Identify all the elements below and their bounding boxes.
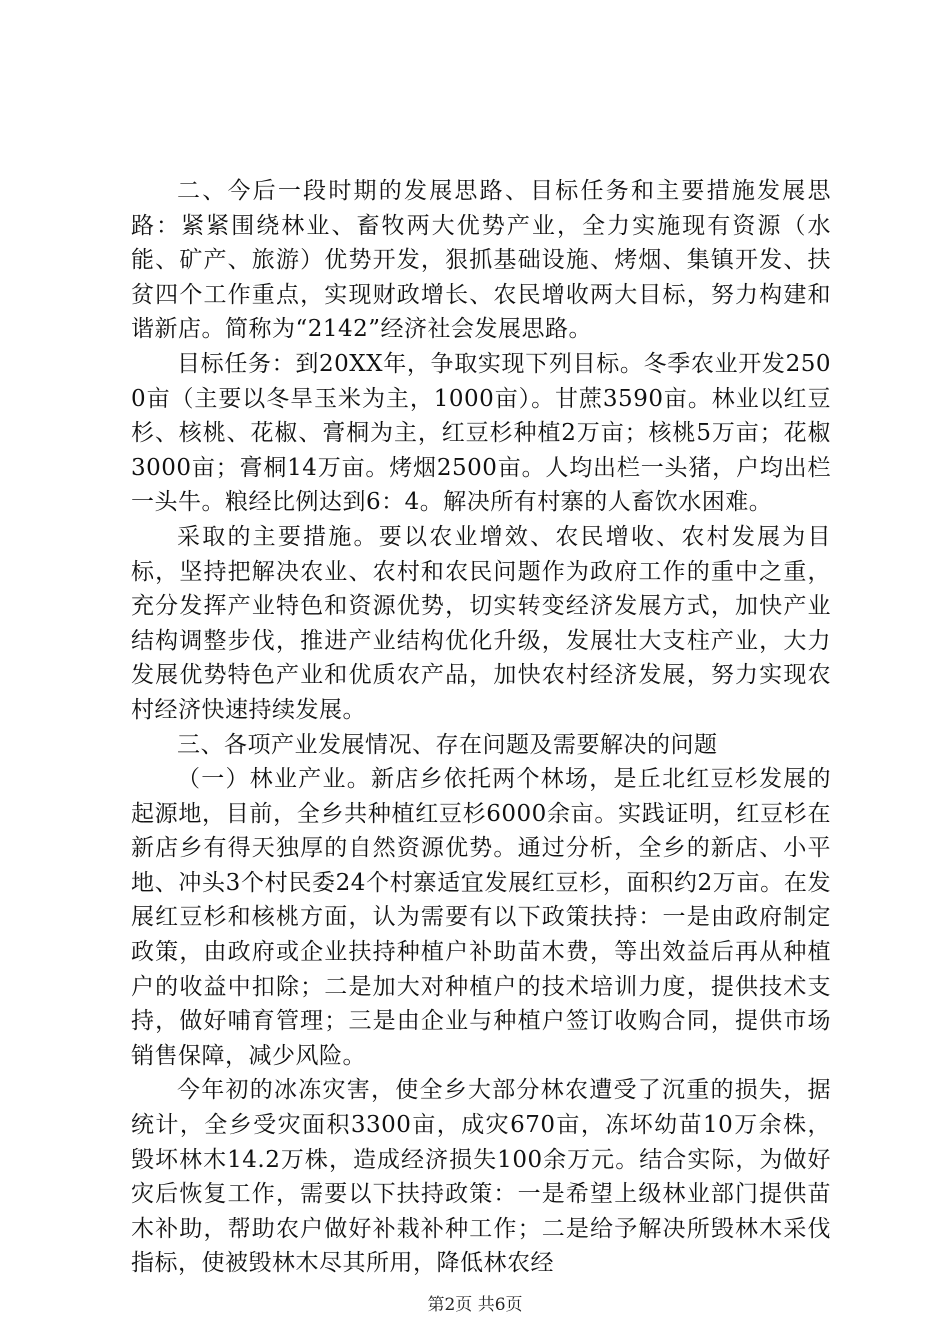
document-body <box>131 174 831 1281</box>
paragraph-forestry-industry: （一）林业产业。新店乡依托两个林场，是丘北红豆杉发展的起源地，目前，全乡共种植红豆杉6000余亩。实践证明，红豆杉在新店乡有得天独厚的自然资源优势。通过分析，全乡的新店、小平地、冲头3个村民委24个村寨适宜发展红豆杉，面积约2万亩。在发展红豆杉和核桃方面，认为需要有以下政策扶持：一是由政府制定政策，由政府或企业扶持种植户补助苗木费，等出效益后再从种植户的收益中扣除；二是加大对种植户的技术培训力度，提供技术支持，做好哺育管理；三是由企业与种植户签订收购合同，提供市场销售保障，减少风险。 <box>131 766 831 1069</box>
paragraph-development-ideas: 二、今后一段时期的发展思路、目标任务和主要措施发展思路：紧紧围绕林业、畜牧两大优势产业，全力实施现有资源（水能、矿产、旅游）优势开发，狠抓基础设施、烤烟、集镇开发、扶贫四个工作重点，实现财政增长、农民增收两大目标，努力构建和谐新店。简称为“2142”经济社会发展思路。 <box>131 178 831 343</box>
paragraph-freeze-disaster: 今年初的冰冻灾害，使全乡大部分林农遭受了沉重的损失，据统计，全乡受灾面积3300亩，成灾670亩，冻坏幼苗10万余株，毁坏林木14.2万株，造成经济损失100余万元。结合实际，为做好灾后恢复工作，需要以下扶持政策：一是希望上级林业部门提供苗木补助，帮助农户做好补栽补种工作；二是给予解决所毁林木采伐指标，使被毁林木尽其所用，降低林农经 <box>131 1077 831 1277</box>
section-heading-industry-issues: 三、各项产业发展情况、存在问题及需要解决的问题 <box>177 731 718 758</box>
page-number-footer: 第2页 共6页 <box>427 1295 523 1315</box>
paragraph-main-measures: 采取的主要措施。要以农业增效、农民增收、农村发展为目标，坚持把解决农业、农村和农民问题作为政府工作的重中之重，充分发挥产业特色和资源优势，切实转变经济发展方式，加快产业结构调整步伐，推进产业结构优化升级，发展壮大支柱产业，大力发展优势特色产业和优质农产品，加快农村经济发展，努力实现农村经济快速持续发展。 <box>131 523 831 723</box>
paragraph-target-tasks: 目标任务：到20XX年，争取实现下列目标。冬季农业开发2500亩（主要以冬旱玉米为主，1000亩）。甘蔗3590亩。林业以红豆杉、核桃、花椒、膏桐为主，红豆杉种植2万亩；核桃5万亩；花椒3000亩；膏桐14万亩。烤烟2500亩。人均出栏一头猪，户均出栏一头牛。粮经比例达到6：4。解决所有村寨的人畜饮水困难。 <box>131 350 831 516</box>
